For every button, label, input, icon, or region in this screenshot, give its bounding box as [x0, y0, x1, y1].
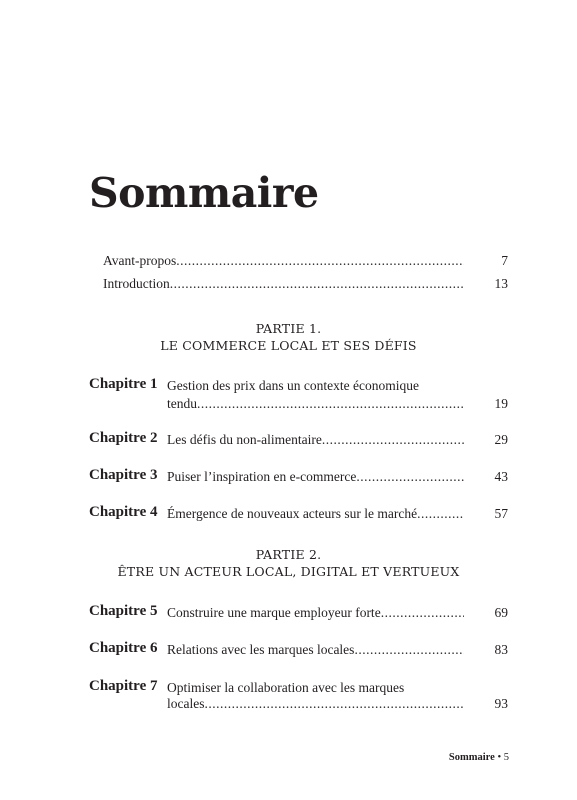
chapter-title-line-1	[167, 468, 508, 485]
part-heading-1	[0, 320, 577, 354]
chapter-page: 29	[494, 432, 508, 447]
chapter-title-line-1	[167, 641, 508, 658]
toc-entry-page: 13	[494, 276, 508, 291]
dot-leader	[176, 253, 464, 269]
part-title: ÊTRE UN ACTEUR LOCAL, DIGITAL ET VERTUEUX	[117, 564, 460, 579]
chapter-title: Construire une marque employeur forte	[167, 605, 381, 620]
part-title: LE COMMERCE LOCAL ET SES DÉFIS	[160, 338, 417, 353]
chapter-title-line-1	[167, 431, 508, 448]
footer-separator: •	[494, 752, 504, 763]
chapter-title-line-1	[167, 604, 508, 621]
dot-leader	[197, 395, 464, 412]
chapter-title: Gestion des prix dans un contexte économique	[167, 378, 419, 393]
chapter-label: Chapitre 2	[89, 430, 158, 446]
chapter-label: Chapitre 5	[89, 603, 158, 619]
chapter-label: Chapitre 1	[89, 376, 158, 392]
footer-label: Sommaire	[448, 752, 495, 763]
chapter-page: 83	[494, 642, 508, 657]
toc-entry-page: 7	[501, 253, 508, 268]
chapter-page: 57	[494, 506, 508, 521]
dot-leader	[354, 641, 464, 658]
chapter-title: Optimiser la collaboration avec les marques	[167, 680, 405, 695]
part-heading-2	[0, 546, 577, 580]
dot-leader	[356, 468, 464, 485]
toc-entry-title: Avant-propos	[103, 253, 177, 268]
toc-entry-introduction[interactable]	[103, 276, 508, 292]
chapter-title-line-1	[167, 377, 508, 394]
chapter-title: Émergence de nouveaux acteurs sur le marché	[167, 506, 418, 521]
chapter-title-line-1	[167, 679, 508, 696]
chapter-title-line-1	[167, 505, 508, 522]
page-footer	[449, 752, 509, 763]
chapter-page: 43	[494, 469, 508, 484]
page-title: Sommaire	[89, 169, 319, 218]
chapter-page: 93	[494, 696, 508, 711]
dot-leader	[417, 505, 464, 522]
chapter-title: Relations avec les marques locales	[167, 642, 355, 657]
chapter-title: Puiser l’inspiration en e-commerce	[167, 469, 357, 484]
dot-leader	[170, 276, 464, 292]
toc-entry-title: Introduction	[103, 276, 170, 291]
chapter-title-line-2	[167, 395, 508, 412]
part-number: PARTIE 1.	[255, 321, 322, 336]
chapter-page: 69	[494, 605, 508, 620]
toc-entry-avant-propos[interactable]	[103, 253, 508, 269]
chapter-title-cont: tendu	[167, 396, 197, 411]
chapter-page: 19	[494, 396, 508, 411]
page-number: 5	[503, 752, 509, 763]
chapter-title: Les défis du non-alimentaire	[167, 432, 322, 447]
chapter-label: Chapitre 7	[89, 678, 158, 694]
part-number: PARTIE 2.	[255, 547, 322, 562]
dot-leader	[204, 695, 464, 712]
chapter-title-line-2	[167, 695, 508, 712]
chapter-label: Chapitre 3	[89, 467, 158, 483]
chapter-label: Chapitre 6	[89, 640, 158, 656]
chapter-title-cont: locales	[167, 696, 205, 711]
dot-leader	[381, 604, 464, 621]
chapter-label: Chapitre 4	[89, 504, 158, 520]
dot-leader	[322, 431, 464, 448]
